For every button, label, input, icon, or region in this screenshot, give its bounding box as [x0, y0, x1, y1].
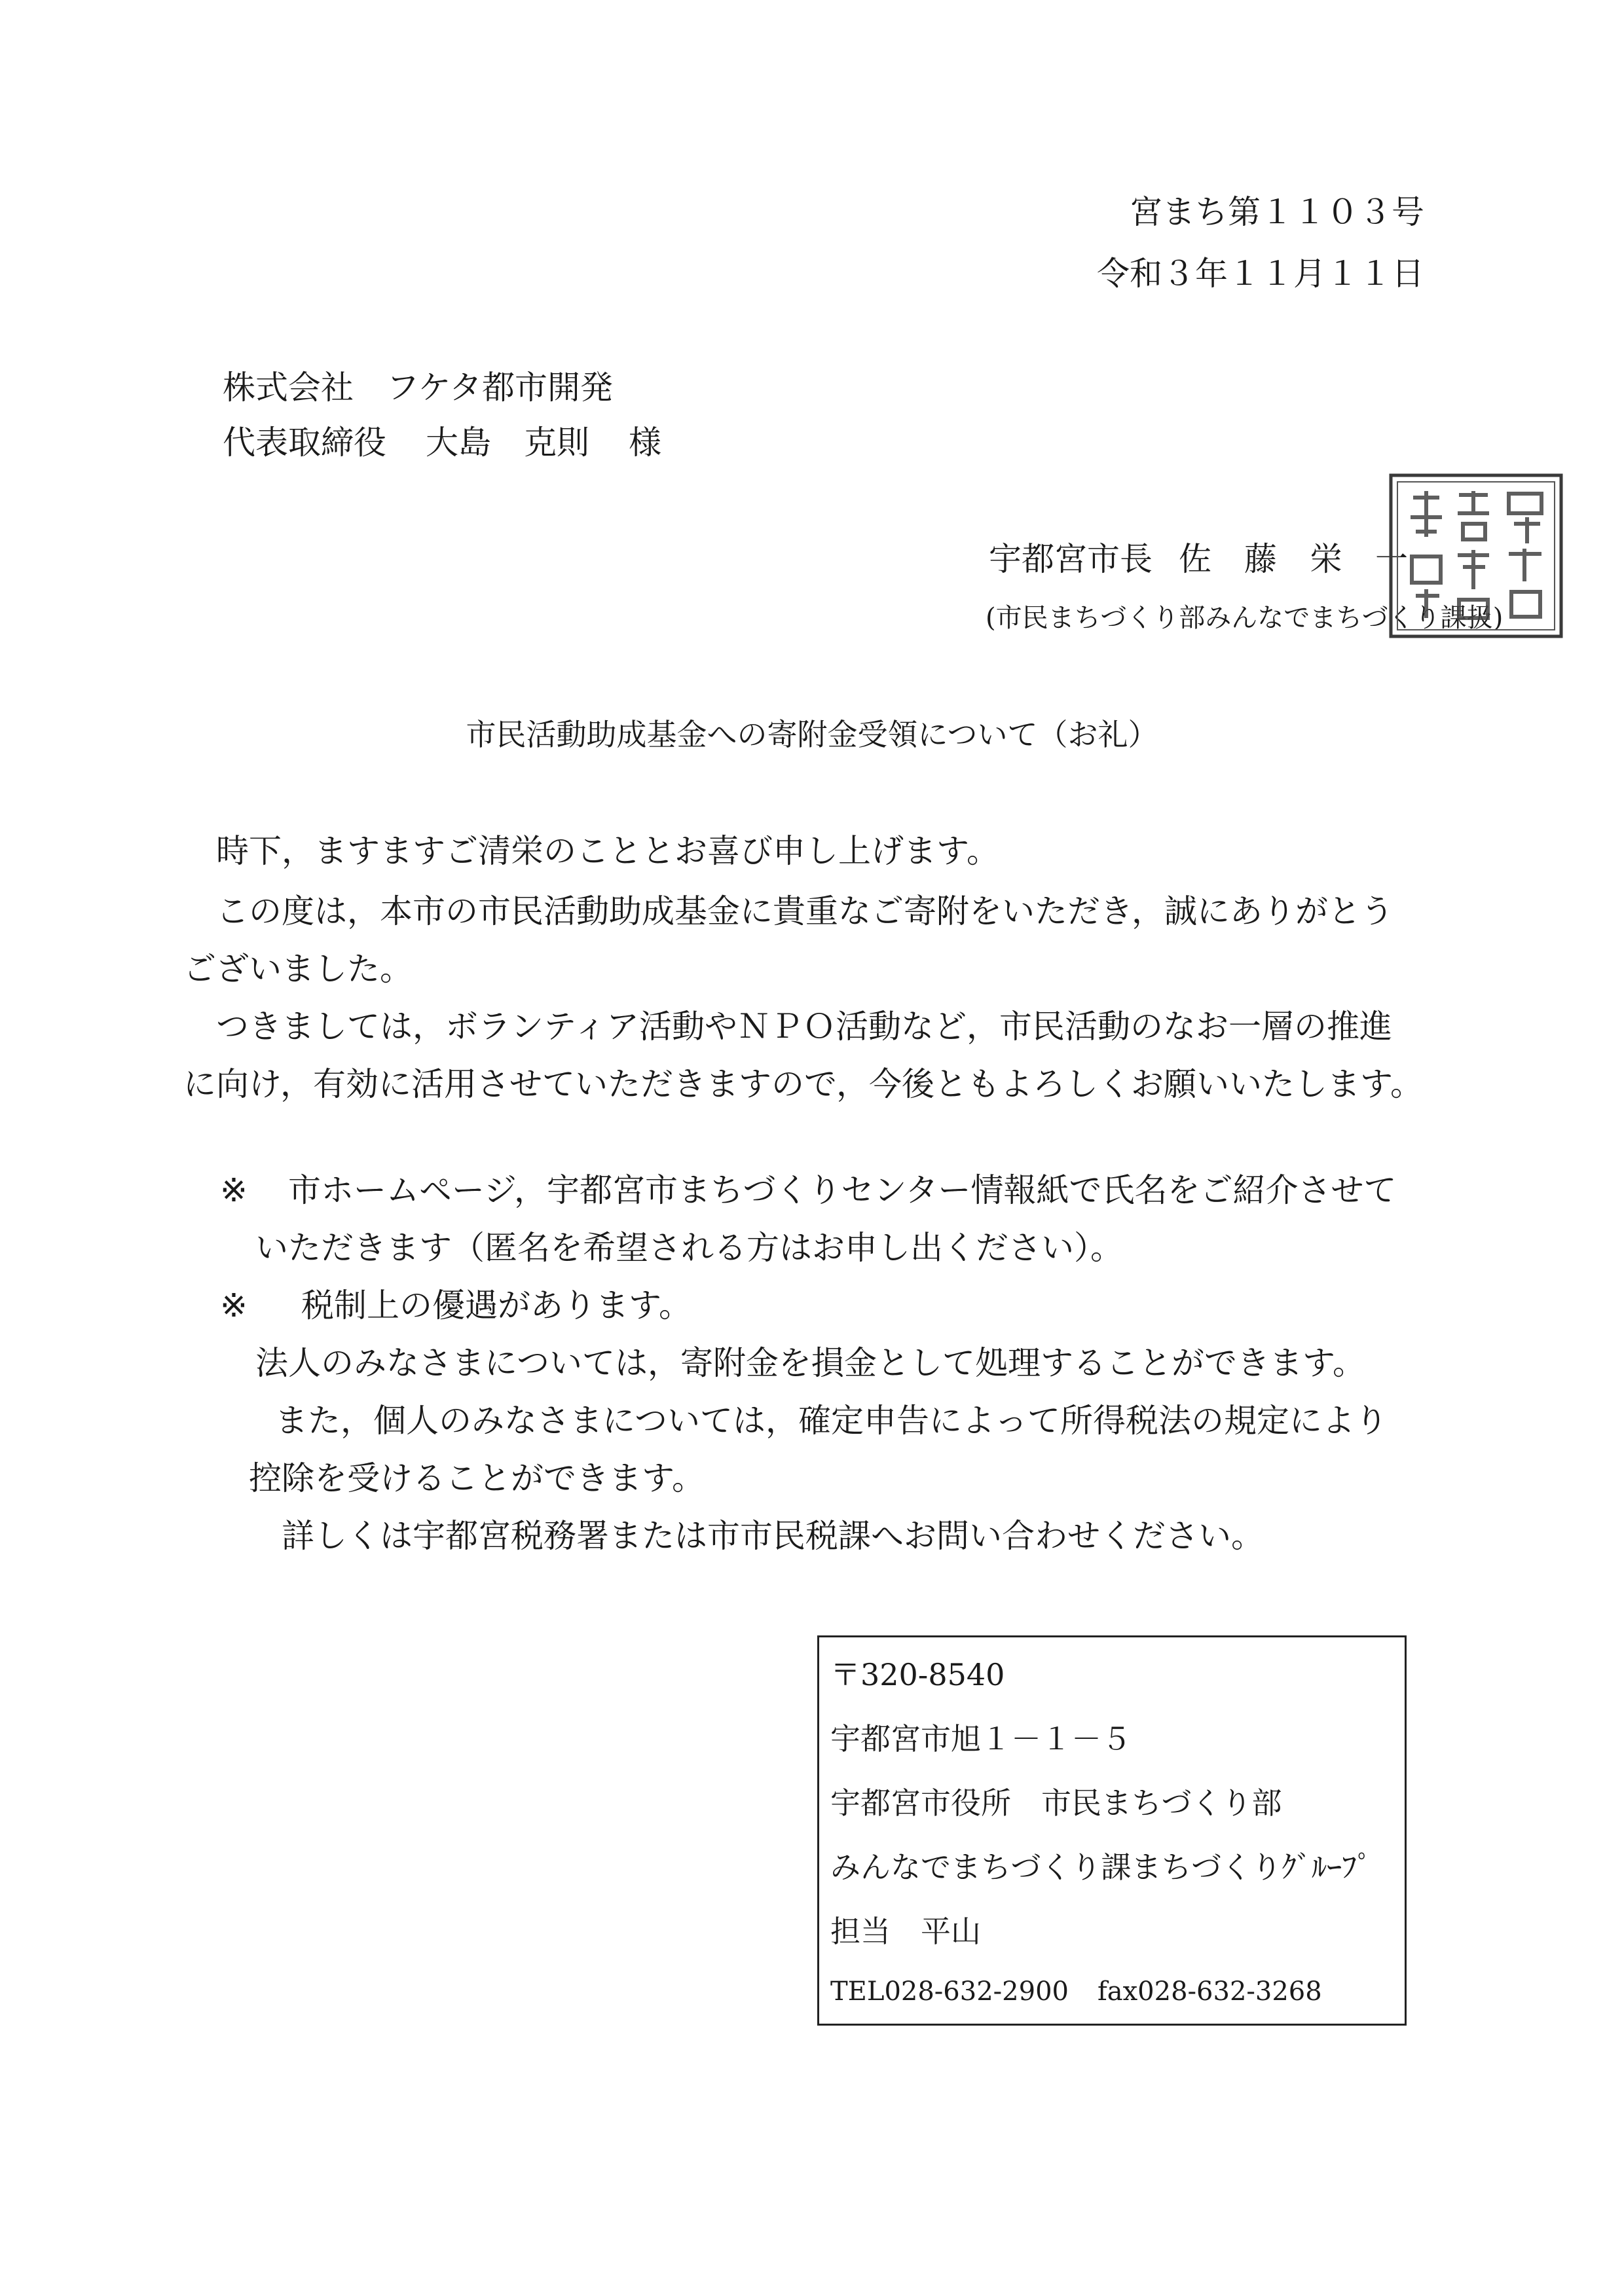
recipient-title: 代表取締役	[223, 424, 386, 462]
contact-phone-line	[830, 1975, 1322, 2009]
official-seal-stamp	[1387, 471, 1565, 640]
note-line: また，個人のみなさまについては，確定申告によって所得税法の規定により	[275, 1402, 1388, 1440]
note-title: 税制上の優遇があります。	[301, 1286, 692, 1324]
recipient-company: 株式会社 フケタ都市開発	[223, 369, 613, 407]
note-mark: ※	[220, 1171, 248, 1209]
document-number: 宮まち第１１０３号	[1130, 193, 1424, 231]
contact-person-label: 担当	[830, 1914, 891, 1949]
body-plan-line: に向け，有効に活用させていただきますので，今後ともよろしくお願いいたします。	[183, 1065, 1423, 1103]
contact-fax: fax028-632-3268	[1097, 1977, 1322, 2007]
sender-title: 宇都宮市長	[989, 540, 1153, 578]
contact-postal-code: 〒320-8540	[830, 1657, 1005, 1692]
letter-subject: 市民活動助成基金への寄附金受領について（お礼）	[466, 717, 1158, 752]
note-line: 控除を受けることができます。	[249, 1459, 705, 1497]
body-greeting: 時下，ますますご清栄のこととお喜び申し上げます。	[216, 832, 999, 870]
contact-address: 宇都宮市旭１－１－５	[830, 1721, 1132, 1757]
note-line: 市ホームページ，宇都宮市まちづくりセンター情報紙で氏名をご紹介させて	[288, 1171, 1397, 1209]
note-mark: ※	[220, 1286, 248, 1324]
note-line: いただきます（匿名を希望される方はお申し出ください）。	[255, 1229, 1123, 1267]
recipient-honorific: 様	[629, 424, 661, 462]
recipient-name-line	[223, 422, 661, 464]
recipient-name: 大島 克則	[426, 424, 589, 462]
sender-line	[989, 538, 1408, 580]
sender-department: (市民まちづくり部みんなでまちづくり課扱)	[986, 603, 1504, 633]
document-date: 令和３年１１月１１日	[1097, 255, 1424, 293]
contact-office: 宇都宮市役所 市民まちづくり部	[830, 1785, 1282, 1821]
note-line: 詳しくは宇都宮税務署または市市民税課へお問い合わせください。	[282, 1517, 1264, 1555]
contact-person-name: 平山	[921, 1914, 981, 1949]
body-thanks-line: ございました。	[183, 950, 413, 988]
sender-name: 佐 藤 栄 一	[1179, 540, 1408, 578]
note-line: 法人のみなさまについては，寄附金を損金として処理することができます。	[255, 1344, 1365, 1382]
contact-group: みんなでまちづくり課まちづくりｸﾞﾙｰﾌﾟ	[830, 1850, 1373, 1885]
contact-person-line	[830, 1912, 981, 1951]
body-thanks-line: この度は，本市の市民活動助成基金に貴重なご寄附をいただき，誠にありがとう	[216, 892, 1393, 930]
body-plan-line: つきましては，ボランティア活動やＮＰＯ活動など，市民活動のなお一層の推進	[216, 1008, 1392, 1046]
contact-tel: TEL028-632-2900	[830, 1977, 1069, 2007]
